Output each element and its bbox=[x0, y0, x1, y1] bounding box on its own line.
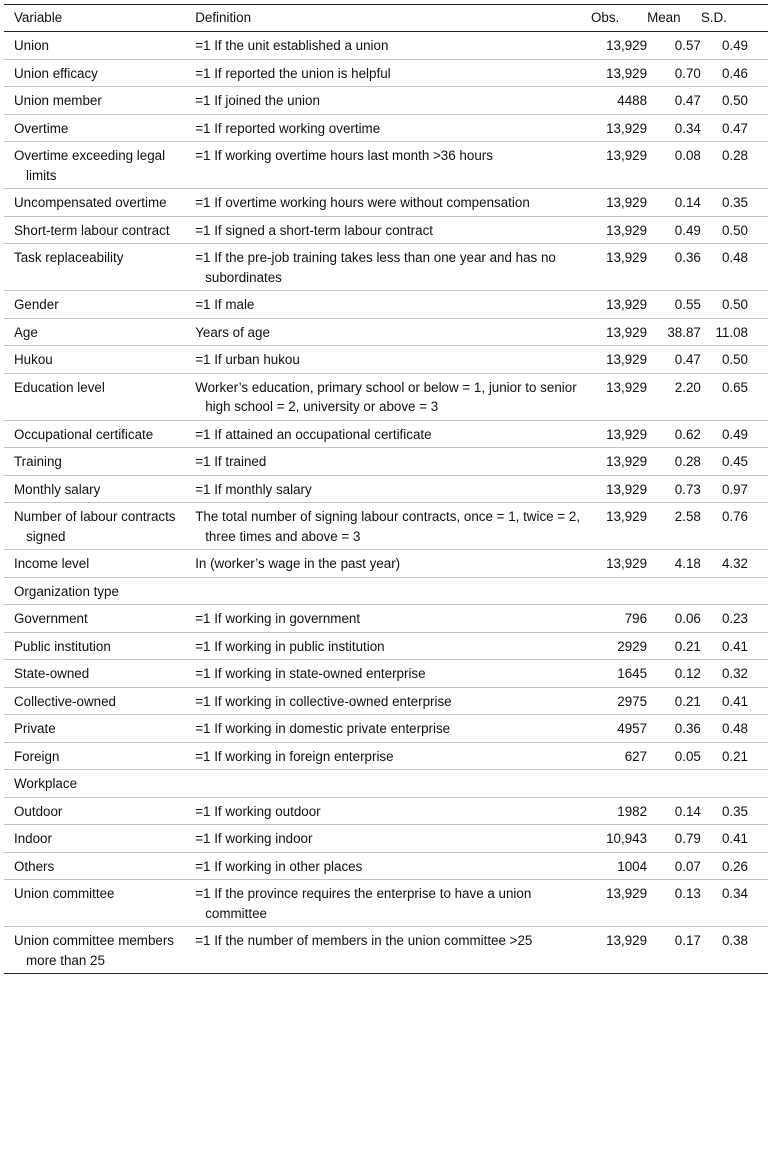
cell-definition-text: =1 If reported working overtime bbox=[195, 120, 381, 136]
cell-mean: 0.47 bbox=[647, 87, 701, 115]
cell-sd: 0.38 bbox=[701, 927, 768, 974]
table-row bbox=[4, 475, 768, 503]
cell-variable bbox=[4, 318, 191, 346]
cell-obs: 13,929 bbox=[591, 420, 647, 448]
cell-sd bbox=[701, 577, 768, 605]
cell-obs: 13,929 bbox=[591, 59, 647, 87]
cell-sd: 0.49 bbox=[701, 32, 768, 60]
cell-variable bbox=[4, 291, 191, 319]
cell-definition bbox=[191, 32, 591, 60]
cell-obs: 13,929 bbox=[591, 244, 647, 291]
cell-variable-text: Public institution bbox=[14, 638, 111, 654]
cell-definition bbox=[191, 475, 591, 503]
cell-mean: 4.18 bbox=[647, 550, 701, 578]
cell-definition bbox=[191, 797, 591, 825]
cell-definition bbox=[191, 291, 591, 319]
cell-obs: 13,929 bbox=[591, 291, 647, 319]
cell-sd: 0.45 bbox=[701, 448, 768, 476]
cell-variable bbox=[4, 32, 191, 60]
cell-variable-text: Gender bbox=[14, 297, 59, 312]
cell-definition-text: =1 If the unit established a union bbox=[195, 38, 389, 53]
header-sd: S.D. bbox=[701, 5, 768, 32]
cell-sd: 0.97 bbox=[701, 475, 768, 503]
cell-variable-text: Union committee members more than 25 bbox=[14, 933, 174, 968]
cell-definition bbox=[191, 825, 591, 853]
cell-definition-text: Years of age bbox=[195, 324, 270, 340]
table-row bbox=[4, 632, 768, 660]
cell-variable-text: Indoor bbox=[14, 831, 52, 846]
table-row bbox=[4, 87, 768, 115]
cell-definition-text: =1 If overtime working hours were without compensation bbox=[195, 195, 530, 210]
cell-definition bbox=[191, 114, 591, 142]
cell-definition bbox=[191, 577, 591, 605]
cell-definition bbox=[191, 550, 591, 578]
cell-variable-text: Training bbox=[14, 454, 62, 469]
cell-definition-text: =1 If joined the union bbox=[195, 93, 320, 108]
cell-variable bbox=[4, 605, 191, 633]
cell-variable bbox=[4, 852, 191, 880]
cell-definition-text: =1 If attained an occupational certificate bbox=[195, 426, 432, 442]
cell-variable bbox=[4, 825, 191, 853]
cell-sd: 0.35 bbox=[701, 189, 768, 217]
cell-sd: 0.41 bbox=[701, 632, 768, 660]
table-row bbox=[4, 142, 768, 189]
cell-sd: 0.50 bbox=[701, 346, 768, 374]
cell-variable bbox=[4, 373, 191, 420]
cell-sd: 0.28 bbox=[701, 142, 768, 189]
cell-obs: 13,929 bbox=[591, 373, 647, 420]
cell-definition-text: =1 If working in government bbox=[195, 611, 361, 626]
cell-mean bbox=[647, 577, 701, 605]
cell-variable bbox=[4, 87, 191, 115]
table-row bbox=[4, 550, 768, 578]
cell-definition bbox=[191, 715, 591, 743]
cell-obs: 13,929 bbox=[591, 550, 647, 578]
cell-definition-text: =1 If signed a short-term labour contract bbox=[195, 222, 434, 238]
cell-definition bbox=[191, 742, 591, 770]
cell-obs: 13,929 bbox=[591, 927, 647, 974]
cell-definition bbox=[191, 927, 591, 974]
table-row bbox=[4, 216, 768, 244]
cell-obs: 4488 bbox=[591, 87, 647, 115]
cell-definition bbox=[191, 87, 591, 115]
cell-definition bbox=[191, 605, 591, 633]
cell-sd bbox=[701, 770, 768, 798]
summary-statistics-table bbox=[4, 4, 768, 974]
cell-obs: 1645 bbox=[591, 660, 647, 688]
cell-definition-text: =1 If working in collective-owned enterprise bbox=[195, 693, 452, 709]
cell-definition bbox=[191, 770, 591, 798]
cell-mean: 2.20 bbox=[647, 373, 701, 420]
cell-definition-text: =1 If working in domestic private enterprise bbox=[195, 721, 451, 736]
cell-obs: 627 bbox=[591, 742, 647, 770]
cell-variable-text: Overtime bbox=[14, 120, 69, 136]
cell-mean: 0.57 bbox=[647, 32, 701, 60]
cell-sd: 0.50 bbox=[701, 216, 768, 244]
cell-sd: 0.49 bbox=[701, 420, 768, 448]
cell-variable-text: Hukou bbox=[14, 352, 53, 367]
cell-definition bbox=[191, 632, 591, 660]
cell-obs: 1004 bbox=[591, 852, 647, 880]
cell-variable bbox=[4, 927, 191, 974]
cell-mean: 0.05 bbox=[647, 742, 701, 770]
cell-mean: 38.87 bbox=[647, 318, 701, 346]
table-row bbox=[4, 346, 768, 374]
cell-variable bbox=[4, 114, 191, 142]
cell-definition bbox=[191, 373, 591, 420]
cell-variable-text: Occupational certificate bbox=[14, 426, 154, 442]
cell-mean: 0.28 bbox=[647, 448, 701, 476]
cell-sd: 0.48 bbox=[701, 715, 768, 743]
table-row bbox=[4, 577, 768, 605]
table-row bbox=[4, 715, 768, 743]
cell-variable bbox=[4, 475, 191, 503]
header-variable: Variable bbox=[4, 5, 191, 32]
table-body bbox=[4, 32, 768, 974]
cell-mean: 0.07 bbox=[647, 852, 701, 880]
cell-variable-text: Organization type bbox=[14, 583, 119, 599]
cell-definition-text: =1 If working in foreign enterprise bbox=[195, 748, 394, 764]
table-row bbox=[4, 318, 768, 346]
table-row bbox=[4, 687, 768, 715]
cell-definition bbox=[191, 216, 591, 244]
cell-definition-text: =1 If working indoor bbox=[195, 831, 313, 846]
cell-variable bbox=[4, 797, 191, 825]
cell-definition bbox=[191, 142, 591, 189]
cell-variable bbox=[4, 550, 191, 578]
cell-definition-text: In (worker’s wage in the past year) bbox=[195, 556, 401, 571]
cell-definition bbox=[191, 420, 591, 448]
cell-definition bbox=[191, 660, 591, 688]
cell-sd: 0.41 bbox=[701, 825, 768, 853]
cell-obs: 2929 bbox=[591, 632, 647, 660]
cell-obs: 13,929 bbox=[591, 114, 647, 142]
cell-variable-text: Union committee bbox=[14, 886, 115, 901]
cell-sd: 0.47 bbox=[701, 114, 768, 142]
cell-mean: 0.13 bbox=[647, 880, 701, 927]
cell-sd: 0.50 bbox=[701, 291, 768, 319]
header-obs: Obs. bbox=[591, 5, 647, 32]
cell-variable-text: Workplace bbox=[14, 776, 78, 791]
cell-definition-text: The total number of signing labour contracts, once = 1, twice = 2, three times and above = 3 bbox=[195, 509, 581, 544]
cell-obs: 4957 bbox=[591, 715, 647, 743]
cell-mean: 0.70 bbox=[647, 59, 701, 87]
cell-variable-text: Union bbox=[14, 38, 49, 53]
table-row bbox=[4, 503, 768, 550]
cell-definition-text: =1 If trained bbox=[195, 454, 267, 469]
cell-mean: 0.79 bbox=[647, 825, 701, 853]
table-header bbox=[4, 5, 768, 32]
cell-sd: 0.23 bbox=[701, 605, 768, 633]
cell-variable bbox=[4, 448, 191, 476]
cell-variable-text: Uncompensated overtime bbox=[14, 195, 167, 210]
cell-variable-text: Private bbox=[14, 721, 56, 736]
table-row bbox=[4, 373, 768, 420]
cell-definition-text: =1 If the province requires the enterprise to have a union committee bbox=[195, 886, 532, 921]
cell-definition-text: =1 If male bbox=[195, 297, 255, 312]
table-row bbox=[4, 852, 768, 880]
cell-variable-text: Task replaceability bbox=[14, 250, 124, 265]
cell-mean: 2.58 bbox=[647, 503, 701, 550]
cell-variable-text: Overtime exceeding legal limits bbox=[14, 148, 166, 183]
table-row bbox=[4, 770, 768, 798]
cell-definition-text: =1 If the pre-job training takes less than one year and has no subordinates bbox=[195, 250, 556, 285]
cell-sd: 0.48 bbox=[701, 244, 768, 291]
table-row bbox=[4, 660, 768, 688]
table-row bbox=[4, 32, 768, 60]
cell-obs: 2975 bbox=[591, 687, 647, 715]
cell-obs: 13,929 bbox=[591, 880, 647, 927]
cell-sd: 0.35 bbox=[701, 797, 768, 825]
cell-variable-text: Income level bbox=[14, 556, 90, 571]
cell-definition-text: =1 If urban hukou bbox=[195, 352, 300, 367]
cell-mean: 0.17 bbox=[647, 927, 701, 974]
cell-obs: 13,929 bbox=[591, 448, 647, 476]
cell-mean: 0.47 bbox=[647, 346, 701, 374]
cell-variable bbox=[4, 880, 191, 927]
cell-mean bbox=[647, 770, 701, 798]
table-row bbox=[4, 59, 768, 87]
cell-obs bbox=[591, 770, 647, 798]
cell-variable bbox=[4, 59, 191, 87]
cell-variable-text: Outdoor bbox=[14, 803, 63, 819]
cell-mean: 0.49 bbox=[647, 216, 701, 244]
cell-mean: 0.06 bbox=[647, 605, 701, 633]
cell-variable-text: Short-term labour contract bbox=[14, 222, 170, 238]
cell-variable bbox=[4, 142, 191, 189]
cell-variable-text: Others bbox=[14, 858, 55, 874]
table-row bbox=[4, 927, 768, 974]
cell-definition bbox=[191, 448, 591, 476]
cell-obs: 796 bbox=[591, 605, 647, 633]
cell-obs: 13,929 bbox=[591, 32, 647, 60]
cell-mean: 0.73 bbox=[647, 475, 701, 503]
cell-variable bbox=[4, 715, 191, 743]
cell-variable-text: Education level bbox=[14, 379, 105, 395]
cell-definition bbox=[191, 880, 591, 927]
table-row bbox=[4, 742, 768, 770]
table-row bbox=[4, 825, 768, 853]
cell-sd: 0.76 bbox=[701, 503, 768, 550]
cell-definition bbox=[191, 318, 591, 346]
cell-variable-text: Foreign bbox=[14, 748, 60, 764]
cell-sd: 0.34 bbox=[701, 880, 768, 927]
cell-mean: 0.21 bbox=[647, 687, 701, 715]
cell-variable-text: State-owned bbox=[14, 666, 90, 681]
table-row bbox=[4, 797, 768, 825]
cell-definition-text: =1 If the number of members in the union committee >25 bbox=[195, 933, 533, 948]
cell-obs: 1982 bbox=[591, 797, 647, 825]
cell-definition-text: =1 If working in public institution bbox=[195, 638, 385, 654]
table-row bbox=[4, 605, 768, 633]
cell-obs: 13,929 bbox=[591, 318, 647, 346]
cell-mean: 0.62 bbox=[647, 420, 701, 448]
cell-variable bbox=[4, 577, 191, 605]
cell-mean: 0.08 bbox=[647, 142, 701, 189]
cell-sd: 4.32 bbox=[701, 550, 768, 578]
cell-mean: 0.36 bbox=[647, 244, 701, 291]
cell-variable bbox=[4, 687, 191, 715]
cell-mean: 0.55 bbox=[647, 291, 701, 319]
table-row bbox=[4, 291, 768, 319]
cell-variable-text: Government bbox=[14, 611, 88, 626]
table-row bbox=[4, 880, 768, 927]
cell-definition bbox=[191, 244, 591, 291]
cell-definition bbox=[191, 852, 591, 880]
cell-mean: 0.36 bbox=[647, 715, 701, 743]
cell-variable-text: Monthly salary bbox=[14, 481, 101, 497]
cell-mean: 0.21 bbox=[647, 632, 701, 660]
table-row bbox=[4, 420, 768, 448]
header-row bbox=[4, 5, 768, 32]
cell-variable bbox=[4, 770, 191, 798]
cell-sd: 0.26 bbox=[701, 852, 768, 880]
cell-mean: 0.12 bbox=[647, 660, 701, 688]
cell-variable bbox=[4, 189, 191, 217]
cell-obs: 13,929 bbox=[591, 475, 647, 503]
header-mean: Mean bbox=[647, 5, 701, 32]
cell-definition-text: =1 If working overtime hours last month >36 hours bbox=[195, 148, 493, 163]
cell-variable bbox=[4, 632, 191, 660]
cell-variable-text: Age bbox=[14, 324, 38, 340]
cell-variable-text: Union member bbox=[14, 93, 102, 108]
cell-definition-text: Worker’s education, primary school or below = 1, junior to senior high school = 2, university or above = 3 bbox=[195, 379, 577, 414]
table-row bbox=[4, 189, 768, 217]
cell-variable-text: Number of labour contracts signed bbox=[14, 509, 176, 544]
cell-obs: 10,943 bbox=[591, 825, 647, 853]
cell-variable bbox=[4, 503, 191, 550]
cell-sd: 0.46 bbox=[701, 59, 768, 87]
cell-definition-text: =1 If reported the union is helpful bbox=[195, 65, 391, 81]
cell-sd: 11.08 bbox=[701, 318, 768, 346]
cell-definition bbox=[191, 503, 591, 550]
cell-mean: 0.14 bbox=[647, 189, 701, 217]
cell-variable-text: Union efficacy bbox=[14, 65, 98, 81]
cell-obs: 13,929 bbox=[591, 346, 647, 374]
cell-obs: 13,929 bbox=[591, 216, 647, 244]
cell-definition bbox=[191, 59, 591, 87]
cell-variable bbox=[4, 244, 191, 291]
cell-variable bbox=[4, 420, 191, 448]
table-row bbox=[4, 244, 768, 291]
cell-variable bbox=[4, 346, 191, 374]
cell-definition bbox=[191, 189, 591, 217]
table-row bbox=[4, 448, 768, 476]
cell-definition bbox=[191, 687, 591, 715]
cell-definition-text: =1 If working outdoor bbox=[195, 803, 321, 819]
cell-definition-text: =1 If monthly salary bbox=[195, 481, 312, 497]
cell-sd: 0.41 bbox=[701, 687, 768, 715]
cell-definition-text: =1 If working in state-owned enterprise bbox=[195, 666, 426, 681]
cell-obs: 13,929 bbox=[591, 189, 647, 217]
cell-sd: 0.65 bbox=[701, 373, 768, 420]
header-definition: Definition bbox=[191, 5, 591, 32]
cell-definition bbox=[191, 346, 591, 374]
cell-mean: 0.14 bbox=[647, 797, 701, 825]
cell-obs: 13,929 bbox=[591, 503, 647, 550]
table-row bbox=[4, 114, 768, 142]
cell-variable bbox=[4, 742, 191, 770]
cell-variable bbox=[4, 660, 191, 688]
cell-sd: 0.21 bbox=[701, 742, 768, 770]
cell-definition-text: =1 If working in other places bbox=[195, 858, 363, 874]
cell-sd: 0.32 bbox=[701, 660, 768, 688]
cell-mean: 0.34 bbox=[647, 114, 701, 142]
cell-sd: 0.50 bbox=[701, 87, 768, 115]
cell-variable bbox=[4, 216, 191, 244]
cell-obs bbox=[591, 577, 647, 605]
cell-obs: 13,929 bbox=[591, 142, 647, 189]
cell-variable-text: Collective-owned bbox=[14, 693, 116, 709]
